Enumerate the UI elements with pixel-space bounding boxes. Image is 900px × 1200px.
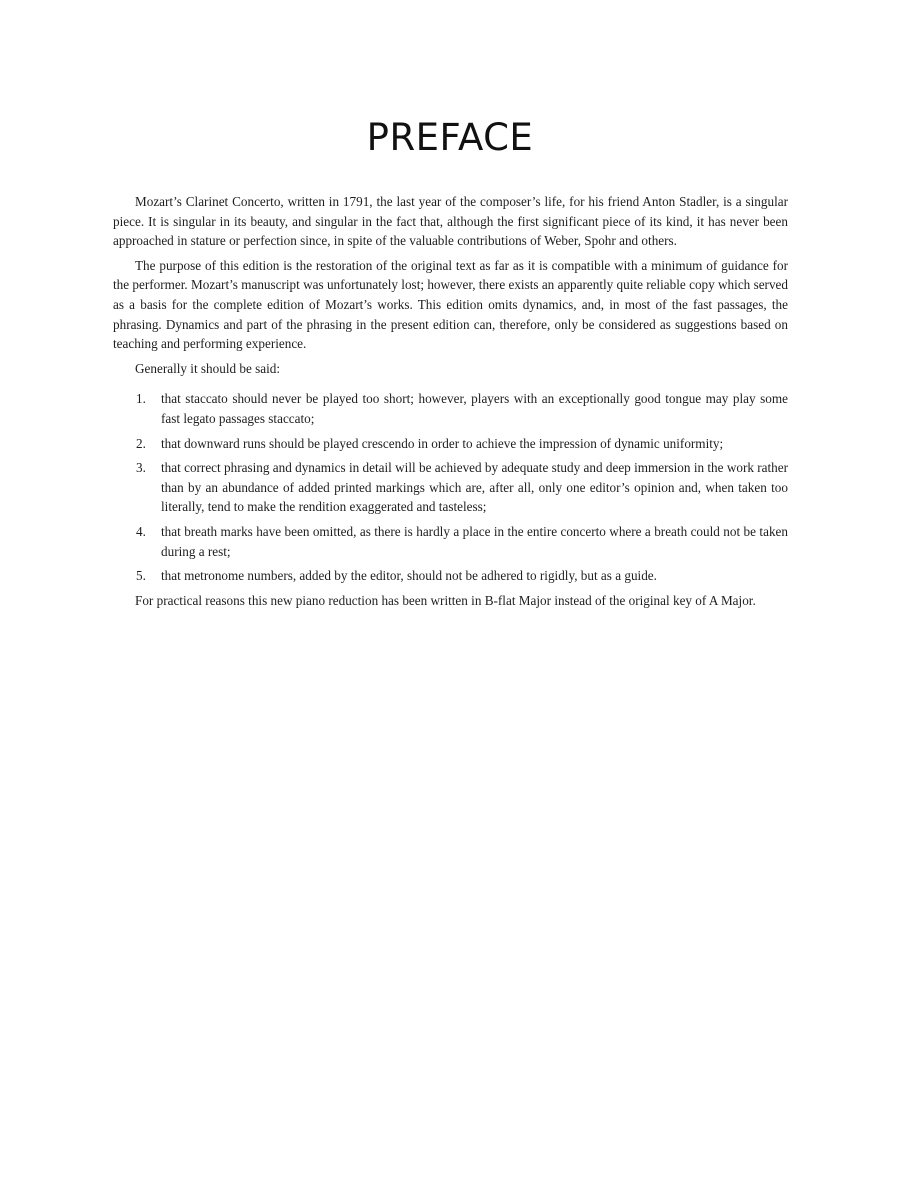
list-item-number: 5. [136, 568, 146, 584]
list-item [113, 522, 788, 561]
list-item-number: 1. [136, 391, 146, 407]
page-title: PREFACE [366, 116, 534, 159]
list-item-text: that metronome numbers, added by the editor, should not be adhered to rigidly, but as a guide. [161, 568, 657, 584]
list-item [113, 458, 788, 517]
guidance-list [113, 389, 788, 585]
list-item-text: that breath marks have been omitted, as there is hardly a place in the entire concerto where a breath could not be taken during a rest; [161, 523, 788, 559]
list-item-text: that downward runs should be played crescendo in order to achieve the impression of dynamic uniformity; [161, 435, 724, 451]
preface-body [113, 192, 788, 615]
list-item-text: that correct phrasing and dynamics in detail will be achieved by adequate study and deep immersion in the work rather than by an abundance of added printed markings which are, after all, only one editor’s opinion and, when taken too literally, tend to make the rendition exaggerated and tasteless; [161, 460, 788, 515]
list-item-text: that staccato should never be played too short; however, players with an exceptionally good tongue may play some fast legato passages staccato; [161, 391, 788, 426]
list-intro: Generally it should be said: [135, 360, 281, 376]
paragraph-closing: For practical reasons this new piano reduction has been written in B-flat Major instead of the original key of A Major. [135, 592, 756, 608]
list-item-number: 4. [136, 523, 146, 539]
list-item [113, 389, 788, 428]
list-item-number: 3. [136, 460, 146, 476]
list-item [113, 434, 788, 454]
list-item [113, 566, 788, 586]
paragraph-purpose: The purpose of this edition is the restoration of the original text as far as it is compatible with a minimum of guidance for the performer. Mozart’s manuscript was unfortunately lost; however, there exists an apparently quite reliable copy which served as a basis for the complete edition of Mozart’s works. This edition omits dynamics, and, in most of the fast passages, the phrasing. Dynamics and part of the phrasing in the present edition can, therefore, only be considered as suggestions based on teaching and performing experience. [113, 257, 788, 352]
list-item-number: 2. [136, 435, 146, 451]
paragraph-intro: Mozart’s Clarinet Concerto, written in 1791, the last year of the composer’s life, for his friend Anton Stadler, is a singular piece. It is singular in its beauty, and singular in the fact that, although the first significant piece of its kind, it has never been approached in stature or perfection since, in spite of the valuable contributions of Weber, Spohr and others. [113, 194, 788, 249]
